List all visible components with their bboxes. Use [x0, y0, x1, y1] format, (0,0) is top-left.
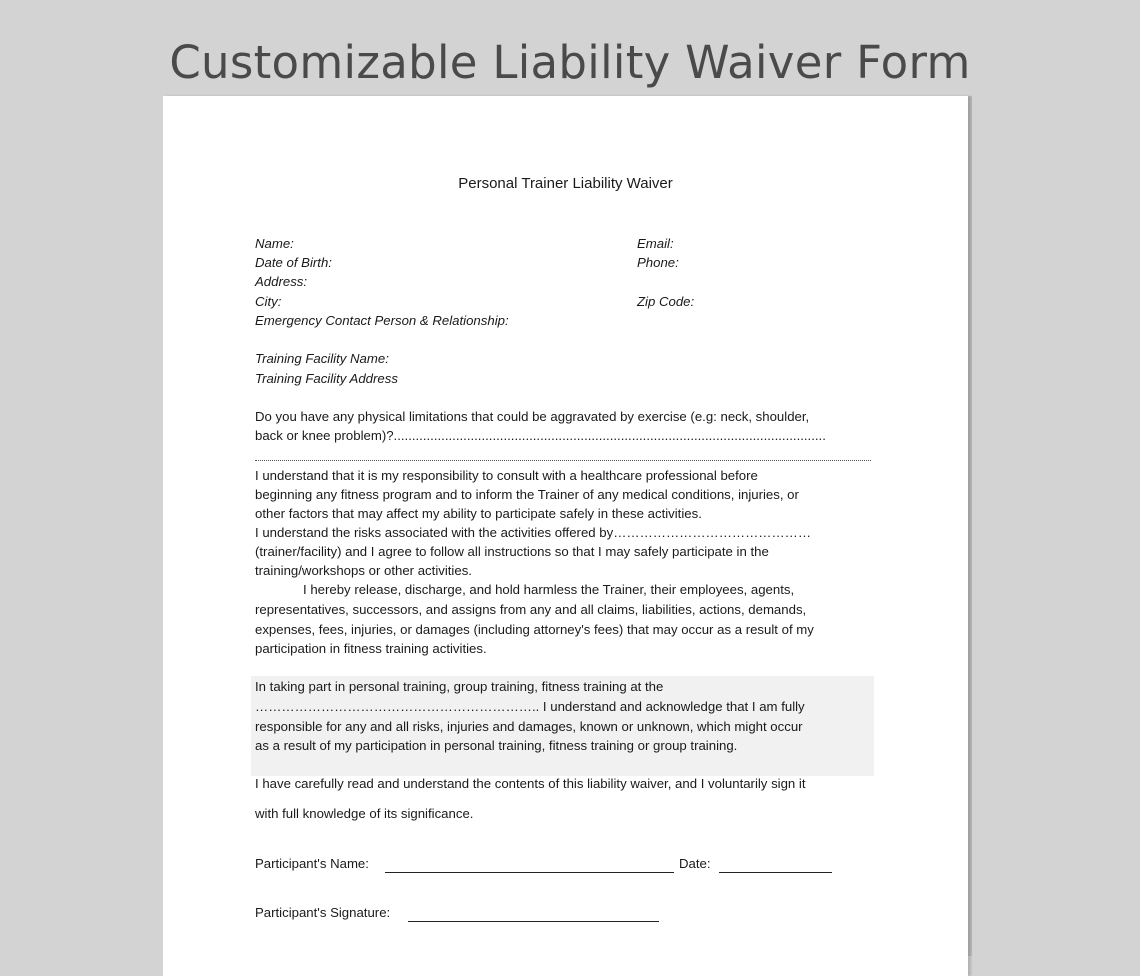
banner-title: Customizable Liability Waiver Form	[169, 36, 971, 89]
field-date-of-birth: Date of Birth:	[255, 255, 332, 270]
para3-line: ……………………………………………………….. I understand and acknowledge that I am fully	[255, 699, 805, 714]
field-emergency-contact: Emergency Contact Person & Relationship:	[255, 313, 509, 328]
date-label: Date:	[679, 856, 711, 871]
para2-line: participation in fitness training activities.	[255, 641, 487, 656]
field-facility-name: Training Facility Name:	[255, 351, 389, 366]
answer-dotted-line	[255, 460, 871, 461]
para4-line: with full knowledge of its significance.	[255, 806, 474, 821]
para2-line: I hereby release, discharge, and hold harmless the Trainer, their employees, agents,	[303, 582, 795, 597]
field-city: City:	[255, 294, 282, 309]
field-name: Name:	[255, 236, 294, 251]
document-page	[163, 96, 968, 976]
document-title: Personal Trainer Liability Waiver	[458, 175, 673, 192]
question-line-1: Do you have any physical limitations that could be aggravated by exercise (e.g: neck, shoulder,	[255, 409, 810, 424]
para1-line: I understand the risks associated with the activities offered by………………………………………	[255, 525, 812, 540]
field-zip-code: Zip Code:	[637, 294, 695, 309]
question-line-2: back or knee problem)?......................................................................................................................	[255, 428, 826, 443]
para1-line: (trainer/facility) and I agree to follow all instructions so that I may safely participate in the	[255, 544, 769, 559]
para1-line: I understand that it is my responsibility to consult with a healthcare professional before	[255, 468, 758, 483]
para1-line: other factors that may affect my ability to participate safely in these activities.	[255, 506, 702, 521]
para3-line: responsible for any and all risks, injuries and damages, known or unknown, which might occur	[255, 719, 803, 734]
participant-signature-label: Participant's Signature:	[255, 905, 391, 920]
date-line[interactable]	[719, 872, 832, 873]
para3-line: as a result of my participation in personal training, fitness training or group training.	[255, 738, 738, 753]
field-address: Address:	[255, 274, 308, 289]
participant-name-label: Participant's Name:	[255, 856, 369, 871]
para2-line: representatives, successors, and assigns from any and all claims, liabilities, actions, demands,	[255, 602, 807, 617]
participant-signature-line[interactable]	[408, 921, 659, 922]
para3-line: In taking part in personal training, group training, fitness training at the	[255, 679, 664, 694]
para2-line: expenses, fees, injuries, or damages (including attorney's fees) that may occur as a result of my	[255, 622, 814, 637]
page-edge-shadow	[968, 96, 972, 956]
field-facility-address: Training Facility Address	[255, 371, 398, 386]
participant-name-line[interactable]	[385, 872, 674, 873]
para1-line: training/workshops or other activities.	[255, 563, 472, 578]
para4-line: I have carefully read and understand the contents of this liability waiver, and I voluntarily sign it	[255, 776, 806, 791]
field-email: Email:	[637, 236, 674, 251]
para1-line: beginning any fitness program and to inform the Trainer of any medical conditions, injuries, or	[255, 487, 799, 502]
field-phone: Phone:	[637, 255, 679, 270]
